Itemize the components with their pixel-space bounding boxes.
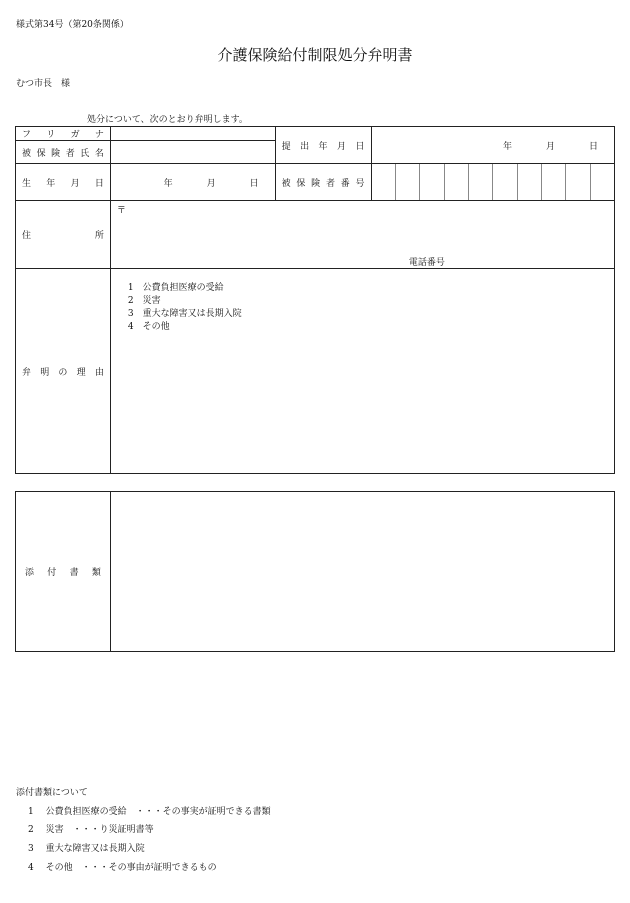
- attachments-label: 添 付 書 類: [16, 492, 111, 652]
- reason-field[interactable]: [110, 269, 614, 474]
- submit-date-field[interactable]: 年 月 日: [371, 127, 614, 164]
- reason-option: 1 公費負担医療の受給: [127, 283, 224, 293]
- insured-name-label: 被 保 険 者 氏 名: [16, 141, 111, 164]
- document-title: 介護保険給付制限処分弁明書: [217, 46, 413, 64]
- birthdate-field[interactable]: 年 月 日: [110, 164, 275, 201]
- main-form-table: [15, 126, 615, 474]
- attachments-table: [15, 491, 615, 652]
- note-item: 4 その他 ・・・その事由が証明できるもの: [28, 862, 217, 873]
- insured-number-field[interactable]: [371, 164, 614, 201]
- reason-option: 4 その他: [127, 322, 170, 332]
- reason-option: 3 重大な障害又は長期入院: [127, 309, 242, 319]
- reason-option: 2 災害: [127, 296, 161, 306]
- notes-title: 添付書類について: [16, 788, 88, 798]
- address-field[interactable]: [110, 201, 614, 269]
- addressee: むつ市長 様: [16, 79, 71, 89]
- address-label: 住 所: [16, 201, 111, 269]
- furigana-label: フ リ ガ ナ: [16, 127, 111, 141]
- phone-label: 電話番号: [408, 258, 445, 268]
- reason-label: 弁 明 の 理 由: [16, 269, 111, 474]
- insured-name-field[interactable]: [110, 141, 275, 164]
- note-item: 1 公費負担医療の受給 ・・・その事実が証明できる書類: [28, 806, 271, 817]
- attachments-field[interactable]: [110, 492, 614, 652]
- postal-mark: 〒: [116, 206, 126, 216]
- attachment-notes: [16, 784, 271, 878]
- form-number: 様式第34号（第20条関係）: [16, 20, 129, 30]
- note-item: 2 災害 ・・・り災証明書等: [28, 825, 154, 836]
- note-item: 3 重大な障害又は長期入院: [28, 844, 145, 855]
- submit-date-label: 提 出 年 月 日: [275, 127, 371, 164]
- insured-number-label: 被 保 険 者 番 号: [275, 164, 371, 201]
- birthdate-label: 生 年 月 日: [16, 164, 111, 201]
- furigana-field[interactable]: [110, 127, 275, 141]
- intro-text: 処分について、次のとおり弁明します。: [87, 115, 248, 125]
